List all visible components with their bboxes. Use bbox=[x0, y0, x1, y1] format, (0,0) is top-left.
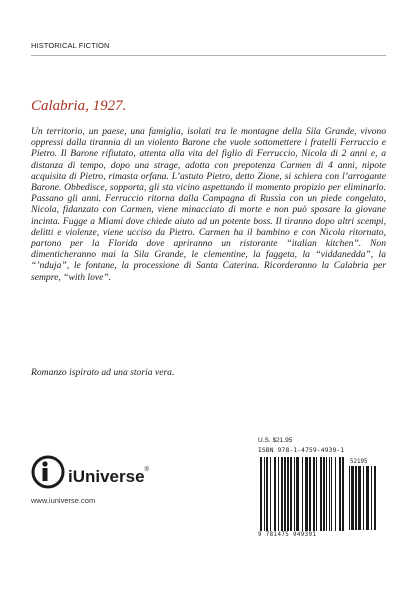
barcode-bar bbox=[339, 457, 341, 531]
barcode-bar bbox=[371, 466, 372, 530]
barcode-bar bbox=[331, 457, 332, 531]
barcode-bar bbox=[270, 457, 271, 531]
barcode-bar bbox=[363, 466, 364, 530]
barcode-bar bbox=[281, 457, 283, 531]
barcode-bar bbox=[264, 457, 265, 531]
barcode-bar bbox=[309, 457, 311, 531]
barcode-bar bbox=[302, 457, 303, 531]
top-divider bbox=[31, 55, 386, 56]
barcode-bar bbox=[329, 457, 330, 531]
barcode-bar bbox=[358, 466, 361, 530]
barcode-bar bbox=[342, 457, 344, 531]
barcode-bar bbox=[355, 466, 357, 530]
iuniverse-logo-icon bbox=[31, 455, 65, 489]
barcode-bar bbox=[335, 457, 336, 531]
publisher-name-text: iUniverse bbox=[68, 467, 145, 486]
barcode-bar bbox=[316, 457, 317, 531]
barcode-bar bbox=[320, 457, 322, 531]
barcode-bar bbox=[305, 457, 308, 531]
barcode-bar bbox=[296, 457, 299, 531]
publisher-name bbox=[68, 467, 149, 487]
isbn-barcode bbox=[260, 457, 348, 531]
barcode-bar bbox=[266, 457, 268, 531]
barcode-addon-label: 52195 bbox=[350, 459, 368, 465]
barcode-bar bbox=[349, 466, 350, 530]
barcode-bar bbox=[274, 457, 276, 531]
barcode-bar bbox=[326, 457, 327, 531]
isbn-label: ISBN 978-1-4759-4939-1 bbox=[258, 447, 345, 454]
barcode-bar bbox=[284, 457, 286, 531]
barcode-bar bbox=[366, 466, 369, 530]
price-addon-barcode bbox=[349, 466, 379, 530]
publisher-url: www.iuniverse.com bbox=[31, 496, 96, 505]
tagline: Romanzo ispirato ad una storia vera. bbox=[31, 367, 175, 378]
barcode-digits: 9 781475 949391 bbox=[258, 532, 317, 538]
barcode-bar bbox=[374, 466, 376, 530]
price-label: U.S. $21.95 bbox=[258, 437, 293, 444]
barcode-bar bbox=[351, 466, 354, 530]
book-title: Calabria, 1927. bbox=[31, 98, 127, 114]
trademark-symbol: ® bbox=[144, 467, 149, 473]
genre-label: HISTORICAL FICTION bbox=[31, 41, 110, 50]
barcode-bar bbox=[287, 457, 289, 531]
barcode-bar bbox=[323, 457, 325, 531]
book-blurb: Un territorio, un paese, una famiglia, isolati tra le montagne della Sila Grande, vivono oppressi dalla tirannia di un violento Barone che vuole sottomettere i fratelli Ferruccio e Pietro. Il Barone rifiutato, attenta alla vita del figlio di Ferruccio, Nicola di 2 anni e, a distanza di tempo, dopo una strage, adotta con prepotenza Carmen di 4 anni, nipote acquisita di Pietro, rimasta orfana. L’astuto Pietro, detto Zione, si schiera con l’arrogante Barone. Obbedisce, sopporta, gli sta vicino aspettando il momento propizio per eliminarlo. Passano gli anni. Ferruccio ritorna dalla Campagna di Russia con un piede congelato, Nicola, fidanzato con Carmen, viene minacciato di morte e non può sposare la giovane incinta. Fugge a Miami dove chiede aiuto ad un potente boss. Il tiranno dopo altri scempi, delitti e violenze, viene ucciso da Pietro. Carmen ha il bambino e con Nicola ritornato, partono per la Florida dove apriranno un ristorante “italian kitchen”. Non dimenticheranno mai la Sila Grande, le clementine, la faggeta, la “viddanedda”, la “’nduja”, le fontane, la processione di Santa Caterina. Ricorderanno la Calabria per sempre, “with love”. bbox=[31, 126, 386, 283]
barcode-bar bbox=[290, 457, 292, 531]
barcode-bar bbox=[313, 457, 315, 531]
barcode-bar bbox=[294, 457, 295, 531]
barcode-bar bbox=[278, 457, 279, 531]
barcode-bar bbox=[260, 457, 262, 531]
